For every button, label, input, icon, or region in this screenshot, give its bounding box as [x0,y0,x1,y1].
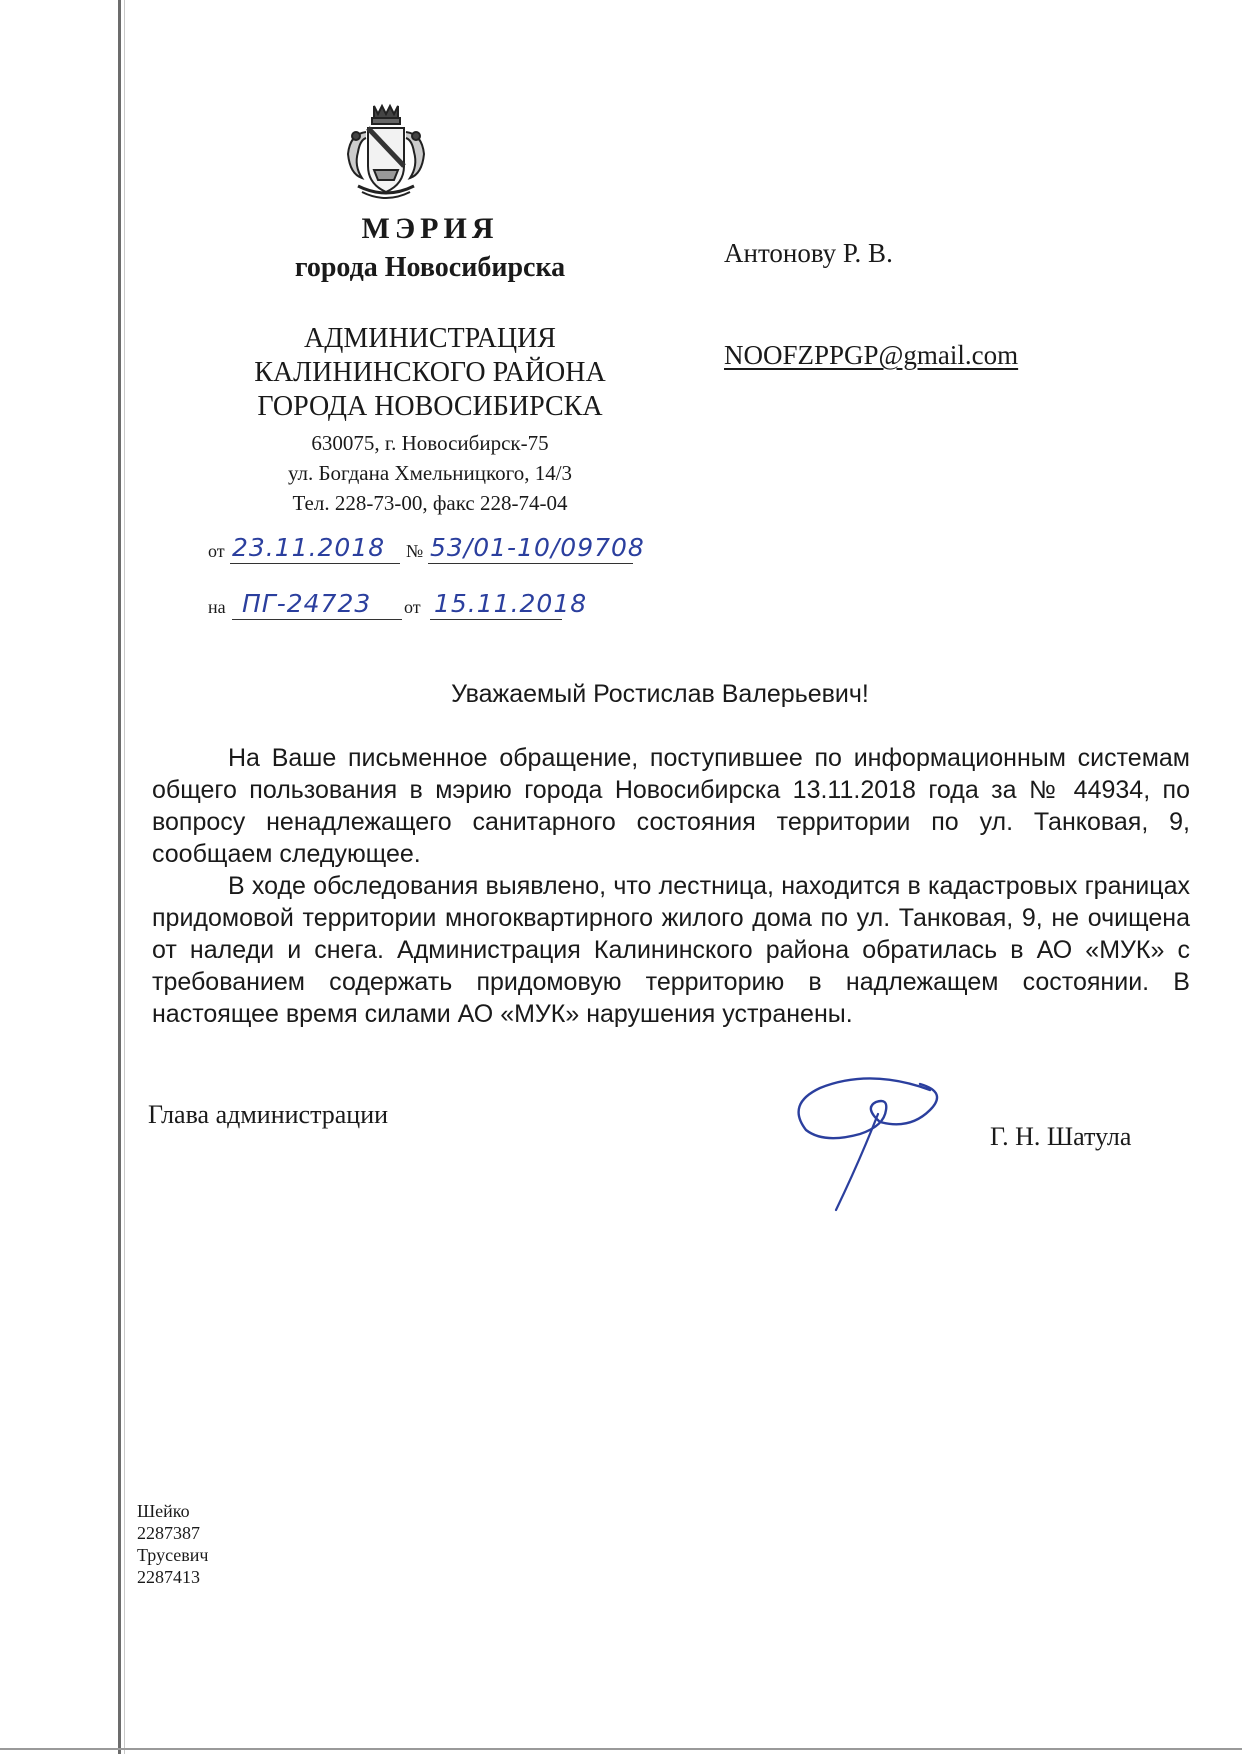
scan-edge-left [118,0,121,1754]
from-label: от [208,541,225,561]
executor-name: Трусевич [137,1545,209,1565]
admin-name-line: КАЛИНИНСКОГО РАЙОНА [254,357,606,388]
date-underline [230,563,400,564]
executor-phone: 2287387 [137,1523,200,1543]
recipient-email: NOOFZPPGP@gmail.com [724,340,1019,370]
executor-name: Шейко [137,1501,190,1521]
ref-date-underline [430,619,562,620]
recipient-name: Антонову Р. В. [724,238,893,268]
number-underline [428,563,633,564]
executor-phone: 2287413 [137,1567,200,1587]
reference-date: 15.11.2018 [434,589,588,618]
address-line: 630075, г. Новосибирск-75 [311,431,549,455]
body-paragraph [152,742,1190,870]
admin-name-line: ГОРОДА НОВОСИБИРСКА [257,391,603,422]
signer-title: Глава администрации [148,1100,389,1129]
greeting: Уважаемый Ростислав Валерьевич! [451,680,869,708]
registration-date: 23.11.2018 [232,533,386,562]
address-line: ул. Богдана Хмельницкого, 14/3 [287,461,573,485]
registration-number: 53/01-10/09708 [430,533,645,562]
admin-name-line: АДМИНИСТРАЦИЯ [304,323,556,354]
ref-label: на [208,597,226,617]
scan-edge-shadow [124,0,125,1754]
executor-contacts [137,1500,208,1588]
registration-outgoing [208,534,648,566]
address-line: Тел. 228-73-00, факс 228-74-04 [292,491,568,515]
handwritten-signature [780,1070,980,1230]
number-label: № [406,541,424,561]
body-paragraph [152,870,1190,1030]
reference-number: ПГ-24723 [242,589,372,618]
scan-edge-bottom [0,1748,1242,1750]
ref-from-label: от [404,597,421,617]
paragraph-text: В ходе обследования выявлено, что лестница, находится в кадастровых границах придомовой территории многоквартирного жилого дома по ул. Танковая, 9, не очищена от наледи и снега. Администрация Калининского района обратилась в АО «МУК» с требованием содержать придомовую территорию в надлежащем состоянии. В настоящее время силами АО «МУК» нарушения устранены. [152,872,1190,1028]
meriya-city: города Новосибирска [294,252,566,283]
registration-reference [208,590,648,622]
signer-name: Г. Н. Шатула [990,1122,1132,1151]
coat-of-arms-icon [336,100,436,208]
paragraph-text: На Ваше письменное обращение, поступившее по информационным системам общего пользования в мэрию города Новосибирска 13.11.2018 года за № 44934, по вопросу ненадлежащего санитарного состояния территории по ул. Танковая, 9, сообщаем следующее. [152,744,1190,868]
ref-underline [232,619,402,620]
meriya-title: МЭРИЯ [361,212,499,245]
